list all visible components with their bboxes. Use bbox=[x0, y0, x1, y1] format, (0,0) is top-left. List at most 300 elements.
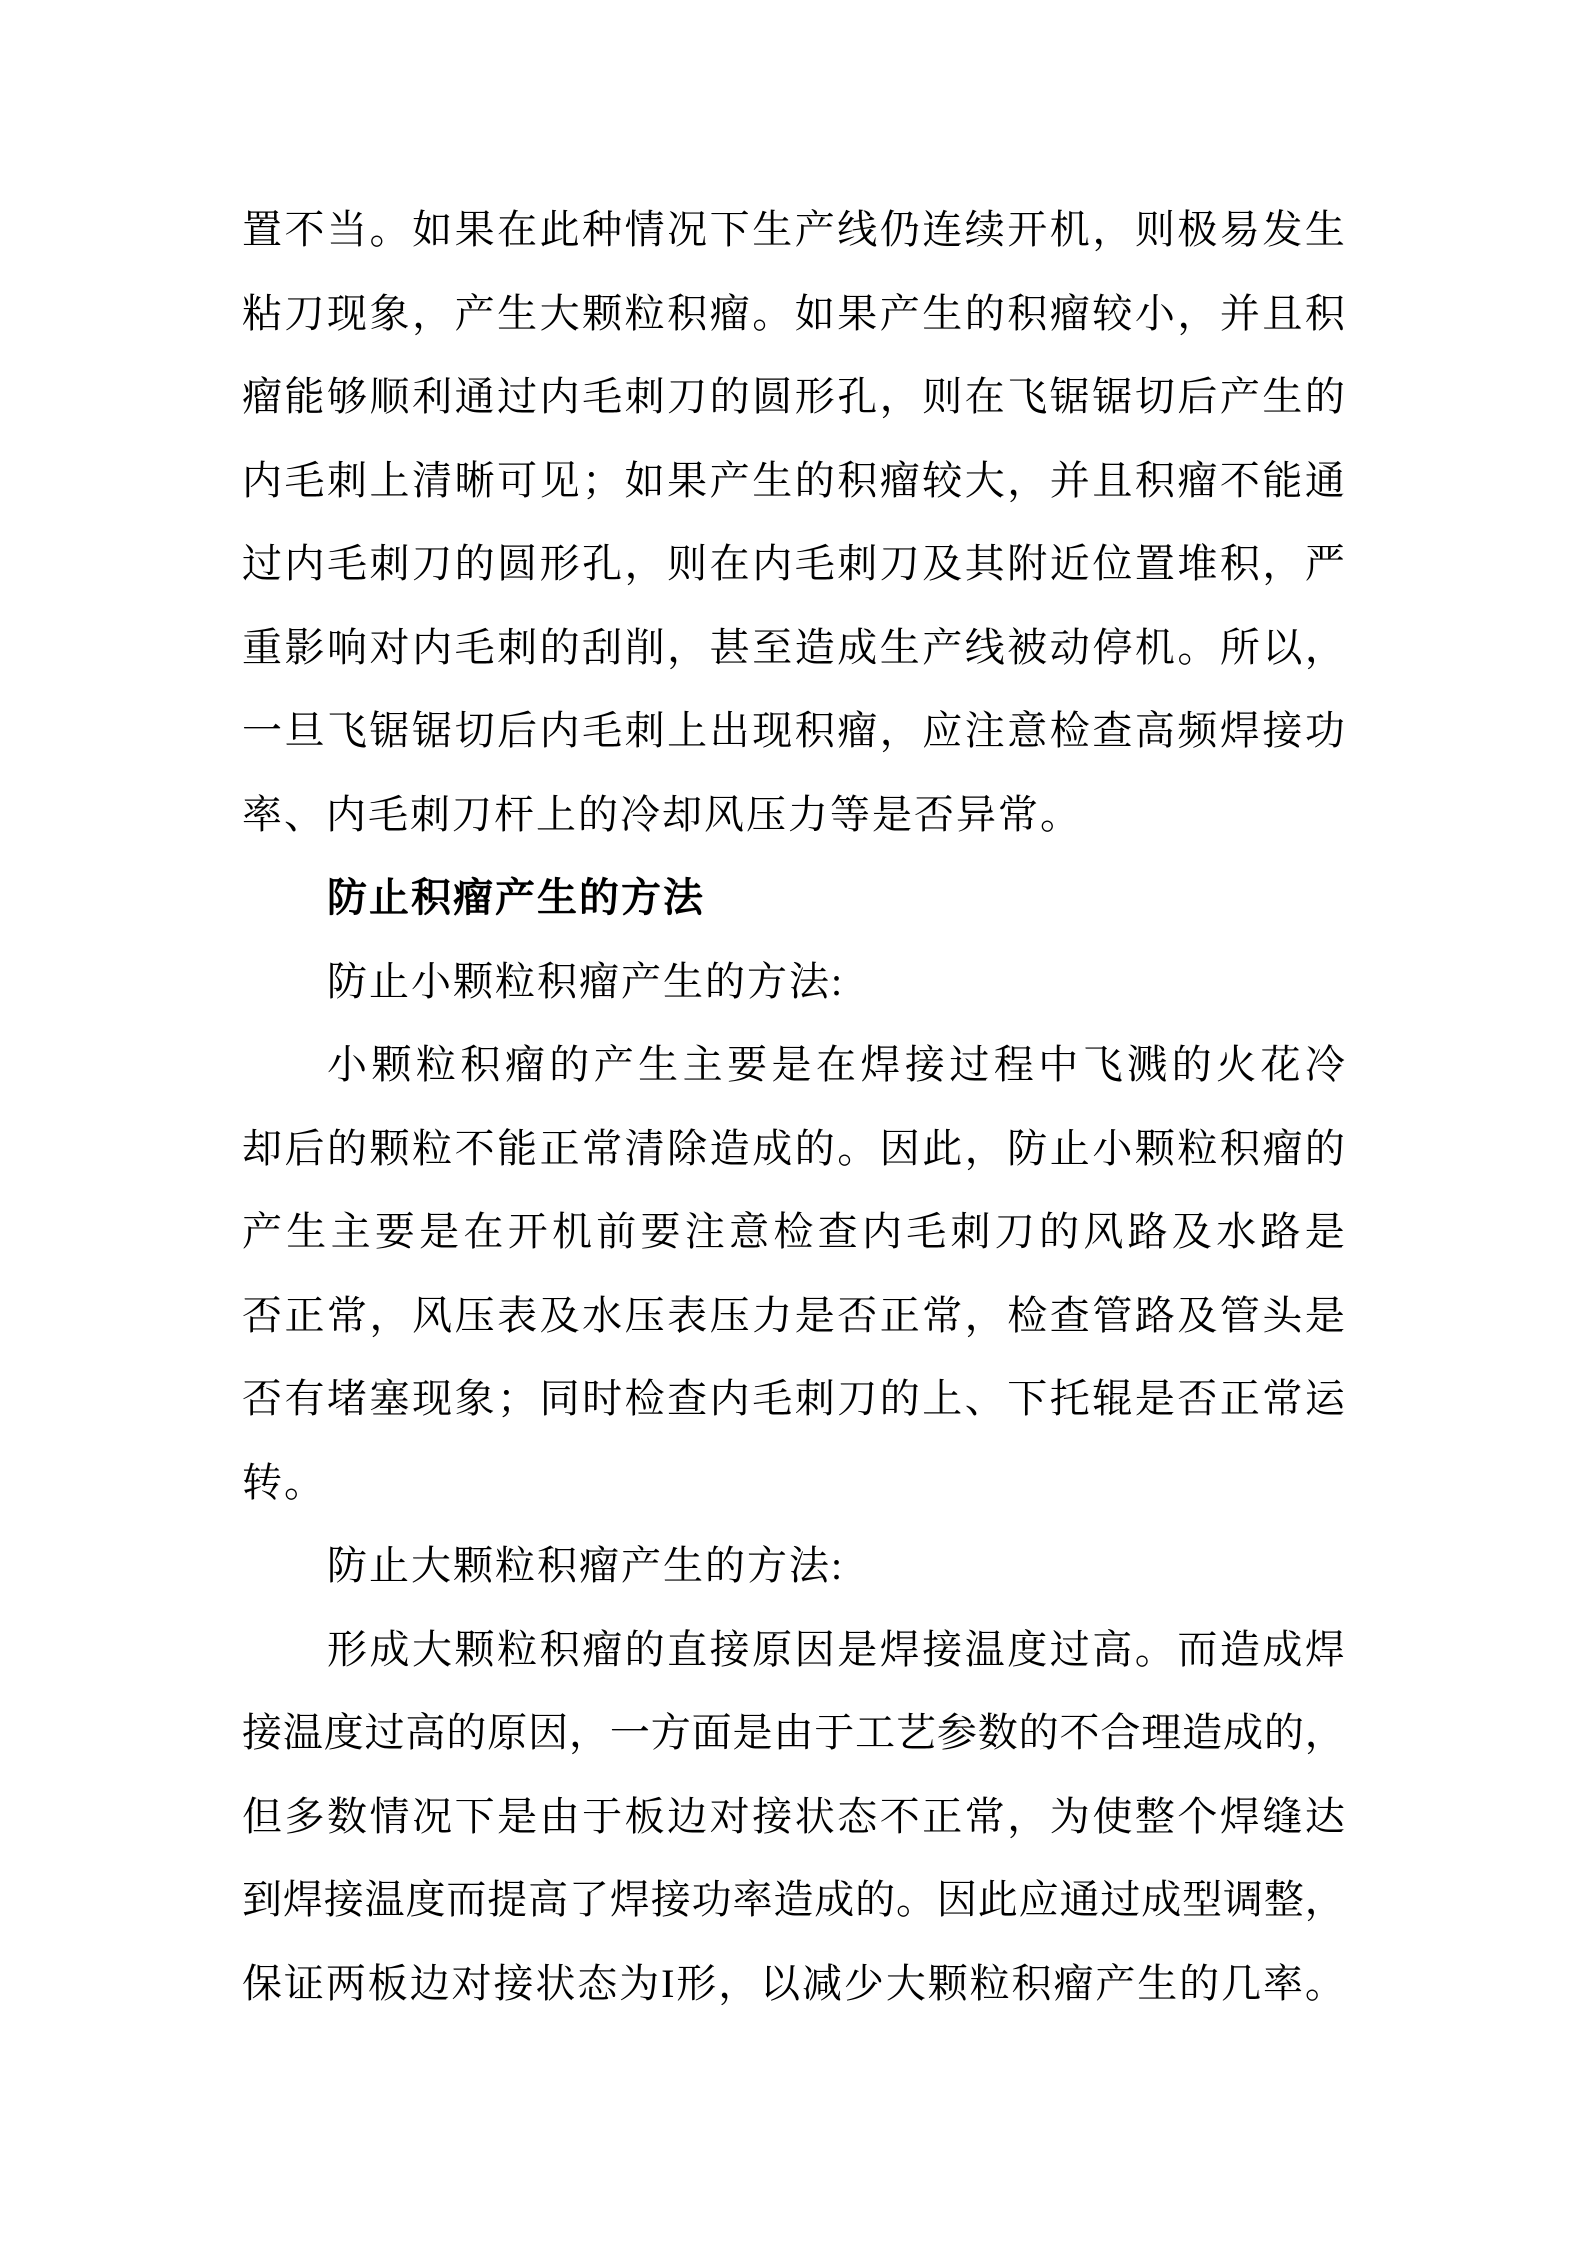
text-char: 毛 bbox=[752, 1376, 793, 1421]
text-line: 率、内毛刺刀杆上的冷却风压力等是否异常。 bbox=[242, 791, 1082, 837]
text-char: 内 bbox=[242, 457, 282, 503]
text-char: 以 bbox=[1262, 624, 1303, 670]
text-char: 颗 bbox=[927, 1960, 968, 2006]
text-char: 因 bbox=[794, 1626, 835, 1672]
text-char: 、 bbox=[964, 1376, 1005, 1421]
text-char: 接 bbox=[1262, 708, 1303, 753]
text-char: 瘤 bbox=[1049, 290, 1090, 336]
text-char: 过 bbox=[242, 541, 282, 586]
text-char: 管 bbox=[1092, 1292, 1133, 1338]
text-char: 下 bbox=[709, 207, 750, 252]
text-char: 及 bbox=[922, 541, 963, 586]
text-char: 附 bbox=[1007, 541, 1048, 586]
text-char: 度 bbox=[323, 1710, 364, 1755]
text-char: 瘤 bbox=[242, 374, 282, 419]
text-char: 证 bbox=[283, 1960, 324, 2006]
text-char: 不 bbox=[1059, 1710, 1100, 1755]
text-char: 表 bbox=[667, 1292, 708, 1338]
text-char: 种 bbox=[582, 207, 623, 252]
text-char: 颗 bbox=[582, 290, 623, 336]
text-char: 压 bbox=[709, 1292, 750, 1338]
text-char: 孔 bbox=[837, 374, 878, 419]
text-char: 仍 bbox=[879, 207, 920, 252]
text-char: 生 bbox=[286, 1209, 327, 1254]
text-char: 力 bbox=[752, 1292, 793, 1338]
text-char: 线 bbox=[837, 207, 878, 252]
text-char: 接 bbox=[709, 1626, 750, 1672]
heading-line: 防止积瘤产生的方法 bbox=[327, 875, 705, 920]
text-char: 刺 bbox=[794, 1376, 835, 1421]
text-char: 通 bbox=[1304, 457, 1345, 503]
text-char: ， bbox=[1304, 1710, 1345, 1755]
text-char: 要 bbox=[640, 1209, 681, 1254]
text-char: 停 bbox=[1092, 624, 1133, 670]
text-char: 锯 bbox=[369, 708, 410, 753]
text-char: 刺 bbox=[327, 457, 368, 503]
text-char: 水 bbox=[1216, 1209, 1257, 1254]
text-char: 检 bbox=[1007, 1292, 1048, 1338]
text-char: ， bbox=[879, 708, 920, 753]
text-char: 并 bbox=[1219, 290, 1260, 336]
text-char: 原 bbox=[487, 1710, 528, 1755]
text-char: 意 bbox=[729, 1209, 770, 1254]
text-char: 冷 bbox=[1304, 1042, 1345, 1087]
text-char: 孔 bbox=[582, 541, 623, 586]
text-char: 当 bbox=[327, 207, 368, 252]
text-char: 内 bbox=[284, 541, 325, 586]
text-char: 线 bbox=[964, 624, 1005, 670]
text-char: 极 bbox=[1177, 207, 1218, 252]
text-char: 积 bbox=[1219, 541, 1260, 586]
text-char: 的 bbox=[1304, 374, 1345, 419]
text-char: 现 bbox=[412, 1376, 453, 1421]
text-char: 颗 bbox=[371, 1042, 412, 1087]
text-char: 后 bbox=[284, 1125, 325, 1171]
text-char: 在 bbox=[497, 207, 538, 252]
text-char: 毛 bbox=[794, 541, 835, 586]
text-char: 刀 bbox=[837, 1376, 878, 1421]
text-char: 后 bbox=[497, 708, 538, 753]
text-char: ， bbox=[667, 624, 708, 670]
text-char: 方 bbox=[650, 1710, 691, 1755]
text-char: 此 bbox=[922, 1125, 963, 1171]
text-char: 压 bbox=[454, 1292, 495, 1338]
text-char: 刀 bbox=[994, 1209, 1035, 1254]
text-char: 况 bbox=[412, 1793, 453, 1839]
text-char: 及 bbox=[1171, 1209, 1212, 1254]
text-char: 形 bbox=[539, 541, 580, 586]
text-char: 路 bbox=[1260, 1209, 1301, 1254]
text-char: I bbox=[661, 1960, 675, 2006]
text-char: 见 bbox=[539, 457, 580, 503]
text-char: 近 bbox=[1049, 541, 1090, 586]
text-char: 成 bbox=[1223, 1710, 1263, 1755]
text-char: 能 bbox=[1262, 457, 1303, 503]
text-char: 防 bbox=[1007, 1125, 1048, 1171]
text-char: 了 bbox=[569, 1877, 609, 1922]
text-char: 置 bbox=[242, 207, 282, 252]
text-char: 过 bbox=[949, 1042, 990, 1087]
text-line bbox=[242, 1357, 1345, 1441]
text-line bbox=[242, 1023, 1345, 1107]
text-char: 清 bbox=[624, 1125, 665, 1171]
text-char: 产 bbox=[454, 290, 495, 336]
text-char: 大 bbox=[412, 1626, 453, 1672]
text-char: 堆 bbox=[1177, 541, 1218, 586]
text-line bbox=[242, 1107, 1345, 1191]
text-char: 成 bbox=[814, 1877, 855, 1922]
text-char: ， bbox=[1092, 207, 1133, 252]
text-char: 置 bbox=[1134, 541, 1175, 586]
text-char: 大 bbox=[885, 1960, 926, 2006]
text-char: 现 bbox=[327, 290, 368, 336]
text-line bbox=[242, 689, 1345, 773]
text-char: 焊 bbox=[879, 1626, 920, 1672]
text-char: 几 bbox=[1221, 1960, 1262, 2006]
text-char: 切 bbox=[454, 708, 495, 753]
text-char: ， bbox=[1007, 457, 1048, 503]
text-char: 除 bbox=[667, 1125, 708, 1171]
text-char: 高 bbox=[405, 1710, 446, 1755]
text-char: 积 bbox=[539, 1626, 580, 1672]
text-line: 转。 bbox=[242, 1459, 326, 1505]
text-char: 造 bbox=[794, 624, 835, 670]
text-char: 粘 bbox=[242, 290, 282, 336]
text-char: 正 bbox=[284, 1292, 325, 1338]
text-char: ， bbox=[569, 1710, 609, 1755]
text-char: 果 bbox=[667, 457, 708, 503]
text-char: 焊 bbox=[1304, 1626, 1345, 1672]
text-char: ， bbox=[964, 1125, 1005, 1171]
text-char: 可 bbox=[497, 457, 538, 503]
text-char: 生 bbox=[1304, 207, 1345, 252]
text-char: 的 bbox=[539, 624, 580, 670]
text-char: 查 bbox=[1092, 708, 1133, 753]
text-char: 颗 bbox=[369, 1125, 410, 1171]
text-char: 以 bbox=[760, 1960, 801, 2006]
text-char: 查 bbox=[667, 1376, 708, 1421]
text-char: 过 bbox=[1049, 1626, 1090, 1672]
text-char: 一 bbox=[242, 708, 282, 753]
text-char: 常 bbox=[1262, 1376, 1303, 1421]
text-char: 温 bbox=[282, 1710, 323, 1755]
text-char: 运 bbox=[1304, 1376, 1345, 1421]
text-char: 态 bbox=[837, 1793, 878, 1839]
text-char: 焊 bbox=[1219, 1793, 1260, 1839]
text-char: 内 bbox=[861, 1209, 902, 1254]
text-char: 情 bbox=[369, 1793, 410, 1839]
text-char: 常 bbox=[327, 1292, 368, 1338]
text-char: 接 bbox=[242, 1710, 282, 1755]
text-char: ， bbox=[964, 1292, 1005, 1338]
text-char: 不 bbox=[879, 1793, 920, 1839]
text-char: 检 bbox=[1049, 708, 1090, 753]
text-char: 影 bbox=[284, 624, 325, 670]
text-line bbox=[242, 439, 1345, 523]
text-char: 所 bbox=[1219, 624, 1260, 670]
text-line bbox=[242, 272, 1345, 356]
text-char: 度 bbox=[405, 1877, 446, 1922]
text-char: 响 bbox=[327, 624, 368, 670]
text-char: 刺 bbox=[369, 541, 410, 586]
text-char: 瘤 bbox=[1177, 457, 1218, 503]
text-char: 成 bbox=[837, 624, 878, 670]
text-char: 对 bbox=[369, 624, 410, 670]
text-char: 内 bbox=[539, 374, 580, 419]
text-char: 。 bbox=[837, 1125, 878, 1171]
text-char: 的 bbox=[1171, 1042, 1212, 1087]
text-char: 。 bbox=[369, 207, 410, 252]
text-char: 造 bbox=[773, 1877, 814, 1922]
text-char: 。 bbox=[896, 1877, 936, 1922]
text-char: 的 bbox=[1263, 1710, 1304, 1755]
text-char: ； bbox=[582, 457, 623, 503]
text-char: 产 bbox=[709, 457, 750, 503]
text-char: 温 bbox=[964, 1626, 1005, 1672]
text-char: 则 bbox=[922, 374, 963, 419]
text-char: 度 bbox=[1007, 1626, 1048, 1672]
text-char: 刺 bbox=[950, 1209, 991, 1254]
text-char: 前 bbox=[596, 1209, 637, 1254]
text-char: 型 bbox=[1182, 1877, 1223, 1922]
text-char: 。 bbox=[1177, 624, 1218, 670]
text-char: 检 bbox=[624, 1376, 665, 1421]
text-char: 接 bbox=[904, 1042, 945, 1087]
text-char: 此 bbox=[977, 1877, 1018, 1922]
text-char: 数 bbox=[977, 1710, 1018, 1755]
text-line bbox=[242, 355, 1345, 439]
text-char: 旦 bbox=[284, 708, 325, 753]
text-char: 机 bbox=[551, 1209, 592, 1254]
text-char: 而 bbox=[446, 1877, 487, 1922]
text-char: 合 bbox=[1100, 1710, 1141, 1755]
text-char: 瘤 bbox=[1053, 1960, 1094, 2006]
text-char: 意 bbox=[1007, 708, 1048, 753]
text-char: 颗 bbox=[454, 1626, 495, 1672]
text-char: 路 bbox=[1134, 1292, 1175, 1338]
text-char: 时 bbox=[582, 1376, 623, 1421]
text-char: 内 bbox=[412, 624, 453, 670]
text-char: 堵 bbox=[327, 1376, 368, 1421]
text-char: 在 bbox=[815, 1042, 856, 1087]
text-char: 边 bbox=[409, 1960, 450, 2006]
text-char: 花 bbox=[1260, 1042, 1301, 1087]
text-char: 率 bbox=[1262, 1960, 1303, 2006]
text-char: 的 bbox=[1018, 1710, 1059, 1755]
text-char: 够 bbox=[327, 374, 368, 419]
text-char: 减 bbox=[802, 1960, 843, 2006]
text-char: 利 bbox=[412, 374, 453, 419]
text-char: 积 bbox=[1134, 457, 1175, 503]
text-char: 态 bbox=[577, 1960, 618, 2006]
text-char: 注 bbox=[964, 708, 1005, 753]
text-char: 保 bbox=[242, 1960, 282, 2006]
text-char: 但 bbox=[242, 1793, 282, 1839]
text-char: 数 bbox=[327, 1793, 368, 1839]
text-line bbox=[242, 522, 1345, 606]
text-char: ， bbox=[369, 1292, 410, 1338]
text-char: 甚 bbox=[709, 624, 750, 670]
text-line bbox=[242, 1691, 1345, 1775]
text-char: 少 bbox=[843, 1960, 884, 2006]
text-char: 否 bbox=[242, 1292, 282, 1338]
text-char: 刀 bbox=[284, 290, 325, 336]
text-char: 压 bbox=[624, 1292, 665, 1338]
text-char: 水 bbox=[582, 1292, 623, 1338]
text-char: 的 bbox=[794, 457, 835, 503]
text-char: 及 bbox=[1177, 1292, 1218, 1338]
text-char: 在 bbox=[964, 374, 1005, 419]
text-char: 否 bbox=[1177, 1376, 1218, 1421]
text-char: 板 bbox=[367, 1960, 408, 2006]
text-char: ， bbox=[1177, 290, 1218, 336]
text-char: 过 bbox=[1100, 1877, 1141, 1922]
text-char: 的 bbox=[964, 290, 1005, 336]
text-char: 不 bbox=[1219, 457, 1260, 503]
text-char: 中 bbox=[1038, 1042, 1079, 1087]
text-char: 高 bbox=[1092, 1626, 1133, 1672]
text-line bbox=[242, 1858, 1345, 1942]
text-char: 头 bbox=[1262, 1292, 1303, 1338]
text-char: ； bbox=[497, 1376, 538, 1421]
text-char: 其 bbox=[964, 541, 1005, 586]
text-char: 颗 bbox=[1134, 1125, 1175, 1171]
text-char: 大 bbox=[539, 290, 580, 336]
text-char: 内 bbox=[709, 1376, 750, 1421]
text-char: 瘤 bbox=[504, 1042, 545, 1087]
text-char: 积 bbox=[1007, 290, 1048, 336]
text-char: 易 bbox=[1219, 207, 1260, 252]
text-line bbox=[242, 1274, 1345, 1358]
text-char: 止 bbox=[1049, 1125, 1090, 1171]
text-char: 参 bbox=[936, 1710, 977, 1755]
text-char: 调 bbox=[1223, 1877, 1263, 1922]
text-char: 积 bbox=[837, 457, 878, 503]
text-char: 的 bbox=[549, 1042, 590, 1087]
text-char: 位 bbox=[1092, 541, 1133, 586]
text-char: 现 bbox=[752, 708, 793, 753]
text-char: ， bbox=[1304, 1877, 1345, 1922]
text-char: 而 bbox=[1177, 1626, 1218, 1672]
text-char: 产 bbox=[593, 1042, 634, 1087]
text-char: 焊 bbox=[1219, 708, 1260, 753]
text-line bbox=[242, 1608, 1345, 1692]
text-char: 频 bbox=[1177, 708, 1218, 753]
text-char: 注 bbox=[684, 1209, 725, 1254]
text-char: 面 bbox=[691, 1710, 732, 1755]
text-char: 刺 bbox=[497, 624, 538, 670]
text-char: 成 bbox=[752, 1125, 793, 1171]
text-char: 状 bbox=[794, 1793, 835, 1839]
text-char: 重 bbox=[242, 624, 282, 670]
text-char: 下 bbox=[454, 1793, 495, 1839]
text-char: 上 bbox=[667, 708, 708, 753]
text-char: 主 bbox=[682, 1042, 723, 1087]
text-char: 的 bbox=[446, 1710, 487, 1755]
text-char: 因 bbox=[879, 1125, 920, 1171]
text-char: 成 bbox=[1262, 1626, 1303, 1672]
text-char: 产 bbox=[242, 1209, 282, 1254]
text-char: 是 bbox=[771, 1042, 812, 1087]
text-char: 正 bbox=[1219, 1376, 1260, 1421]
text-char: 的 bbox=[1039, 1209, 1080, 1254]
text-char: 飞 bbox=[1007, 374, 1048, 419]
text-char: 不 bbox=[454, 1125, 495, 1171]
text-char: 溅 bbox=[1127, 1042, 1168, 1087]
text-char: 查 bbox=[817, 1209, 858, 1254]
text-char: 有 bbox=[284, 1376, 325, 1421]
text-char: 塞 bbox=[369, 1376, 410, 1421]
text-char: 直 bbox=[667, 1626, 708, 1672]
text-char: 否 bbox=[242, 1376, 282, 1421]
text-char: 毛 bbox=[327, 541, 368, 586]
text-char: 整 bbox=[1134, 1793, 1175, 1839]
text-char: 生 bbox=[752, 457, 793, 503]
text-char: 由 bbox=[539, 1793, 580, 1839]
text-char: 后 bbox=[1177, 374, 1218, 419]
text-char: 接 bbox=[922, 1626, 963, 1672]
text-char: 生 bbox=[752, 207, 793, 252]
text-char: 刺 bbox=[837, 541, 878, 586]
text-char: 主 bbox=[330, 1209, 371, 1254]
text-char: 是 bbox=[732, 1710, 773, 1755]
text-char: 过 bbox=[364, 1710, 405, 1755]
text-char: 生 bbox=[497, 290, 538, 336]
text-char: 粒 bbox=[415, 1042, 456, 1087]
text-char: 刮 bbox=[582, 624, 623, 670]
text-char: 功 bbox=[1304, 708, 1345, 753]
text-char: 的 bbox=[1179, 1960, 1220, 2006]
text-char: 形 bbox=[676, 1960, 717, 2006]
text-char: 检 bbox=[773, 1209, 814, 1254]
text-char: 瘤 bbox=[582, 1626, 623, 1672]
text-char: 生 bbox=[879, 624, 920, 670]
text-char: 瘤 bbox=[879, 457, 920, 503]
text-char: 机 bbox=[1049, 207, 1090, 252]
text-char: 焊 bbox=[860, 1042, 901, 1087]
text-char: 是 bbox=[1304, 1292, 1345, 1338]
text-char: 产 bbox=[794, 207, 835, 252]
text-char: 托 bbox=[1049, 1376, 1090, 1421]
text-char: ， bbox=[1262, 541, 1303, 586]
text-char: 积 bbox=[460, 1042, 501, 1087]
text-char: 锯 bbox=[1092, 374, 1133, 419]
text-char: 的 bbox=[454, 541, 495, 586]
text-char: 生 bbox=[922, 290, 963, 336]
text-char: 是 bbox=[419, 1209, 460, 1254]
text-char: 艺 bbox=[896, 1710, 936, 1755]
text-char: 上 bbox=[369, 457, 410, 503]
text-char: 的 bbox=[855, 1877, 896, 1922]
text-char: 接 bbox=[323, 1877, 364, 1922]
text-char: ， bbox=[718, 1960, 759, 2006]
text-char: 在 bbox=[709, 541, 750, 586]
text-char: 毛 bbox=[906, 1209, 947, 1254]
text-char: 焊 bbox=[609, 1877, 650, 1922]
text-char: 机 bbox=[1134, 624, 1175, 670]
text-char: 工 bbox=[855, 1710, 896, 1755]
text-char: 不 bbox=[284, 207, 325, 252]
text-char: 锯 bbox=[412, 708, 453, 753]
text-char: 因 bbox=[528, 1710, 569, 1755]
text-char: 生 bbox=[1262, 374, 1303, 419]
text-char: 接 bbox=[752, 1793, 793, 1839]
text-char: 形 bbox=[794, 374, 835, 419]
text-char: 则 bbox=[667, 541, 708, 586]
text-char: 积 bbox=[667, 290, 708, 336]
text-char: 整 bbox=[1263, 1877, 1304, 1922]
text-char: 粒 bbox=[624, 290, 665, 336]
